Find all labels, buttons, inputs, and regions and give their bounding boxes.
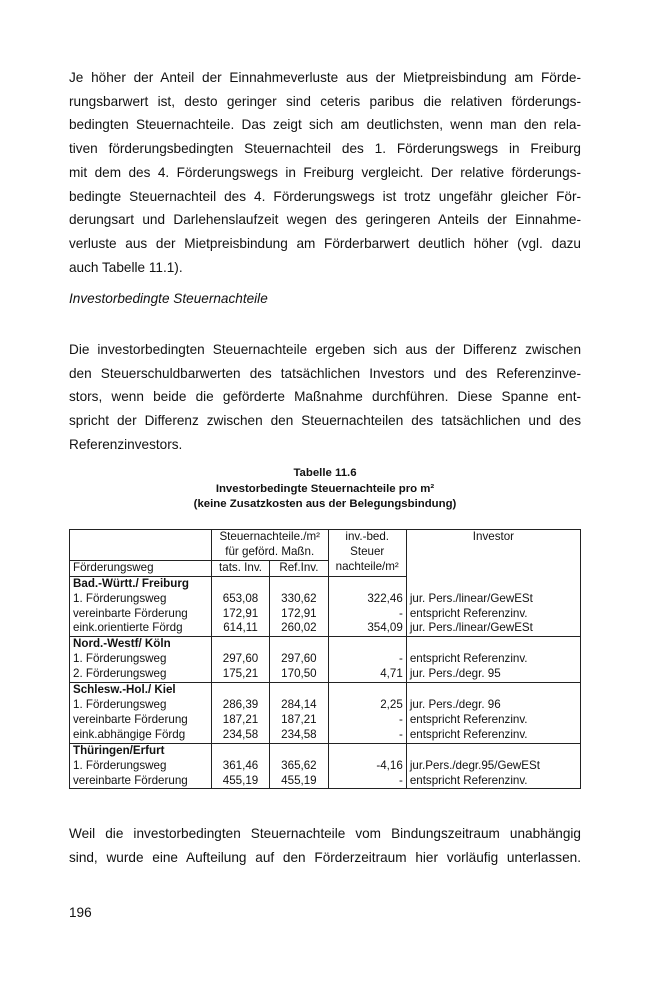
ref-inv-cell: 330,62	[270, 592, 328, 607]
text-line: mit dem des 4. Förderungswegs in Freiburg vergleicht. Der relative förderungs-	[69, 164, 581, 180]
text-line: stors, wenn beide die geförderte Maßnahme durchführen. Diese Spanne ent-	[69, 389, 581, 405]
text-line: sind, wurde eine Aufteilung auf den Förderzeitraum hier vorläufig unterlassen.	[69, 849, 581, 865]
group-spacer-cell	[406, 743, 580, 758]
group-name: Thüringen/Erfurt	[70, 743, 212, 758]
table-caption	[69, 466, 581, 513]
inv-bed-cell: -	[328, 774, 406, 789]
text-line: Je höher der Anteil der Einnahmeverluste aus der Mietpreisbindung am Förde-	[69, 70, 581, 85]
tats-inv-cell: 361,46	[211, 759, 269, 774]
inv-bed-cell: -	[328, 652, 406, 667]
investor-cell: entspricht Referenzinv.	[406, 713, 580, 728]
text-line: auch Tabelle 11.1).	[69, 259, 183, 275]
header-blank-2	[70, 545, 212, 560]
group-spacer-cell	[406, 637, 580, 652]
investor-cell: entspricht Referenzinv.	[406, 774, 580, 789]
group-spacer-cell	[328, 576, 406, 591]
header-ref-inv: Ref.Inv.	[270, 560, 328, 576]
group-spacer-cell	[270, 576, 328, 591]
inv-bed-cell: -	[328, 607, 406, 622]
text-line: derungsart und Darlehenslaufzeit wegen des geringeren Anteils der Einnahme-	[69, 212, 581, 228]
investor-cell: jur. Pers./linear/GewESt	[406, 592, 580, 607]
inv-bed-cell: 4,71	[328, 667, 406, 682]
tats-inv-cell: 286,39	[211, 698, 269, 713]
group-spacer-cell	[406, 683, 580, 698]
table-row	[70, 621, 581, 636]
table-group-row	[70, 576, 581, 591]
table-group-row	[70, 637, 581, 652]
table-row	[70, 713, 581, 728]
header-inv-1: inv.-bed.	[328, 530, 406, 545]
table-row	[70, 652, 581, 667]
foerderungsweg-cell: eink.orientierte Fördg	[70, 621, 212, 636]
group-spacer-cell	[211, 683, 269, 698]
group-spacer-cell	[406, 576, 580, 591]
section-heading: Investorbedingte Steuernachteile	[69, 291, 268, 306]
foerderungsweg-cell: 1. Förderungsweg	[70, 592, 212, 607]
group-spacer-cell	[211, 637, 269, 652]
ref-inv-cell: 365,62	[270, 759, 328, 774]
group-name: Nord.-Westf/ Köln	[70, 637, 212, 652]
tats-inv-cell: 187,21	[211, 713, 269, 728]
table-subtitle: (keine Zusatzkosten aus der Belegungsbindung)	[193, 498, 457, 511]
tats-inv-cell: 614,11	[211, 621, 269, 636]
table-row	[70, 667, 581, 682]
tats-inv-cell: 175,21	[211, 667, 269, 682]
inv-bed-cell: 354,09	[328, 621, 406, 636]
header-foerderungsweg: Förderungsweg	[70, 560, 212, 576]
tats-inv-cell: 455,19	[211, 774, 269, 789]
data-table	[69, 529, 581, 789]
text-line: bedingten Steuernachteile. Das zeigt sich am deutlichsten, wenn man den rela-	[69, 117, 581, 133]
group-spacer-cell	[211, 743, 269, 758]
group-spacer-cell	[211, 576, 269, 591]
inv-bed-cell: 2,25	[328, 698, 406, 713]
group-name: Schlesw.-Hol./ Kiel	[70, 683, 212, 698]
foerderungsweg-cell: eink.abhängige Fördg	[70, 728, 212, 743]
foerderungsweg-cell: 1. Förderungsweg	[70, 652, 212, 667]
text-line: Die investorbedingten Steuernachteile ergeben sich aus der Differenz zwischen	[69, 342, 581, 357]
foerderungsweg-cell: 2. Förderungsweg	[70, 667, 212, 682]
ref-inv-cell: 260,02	[270, 621, 328, 636]
text-line: spricht der Differenz zwischen den Steuernachteilen des tatsächlichen und des	[69, 413, 581, 429]
text-line: tiven förderungsbedingten Steuernachteil des 1. Förderungswegs in Freiburg	[69, 141, 581, 157]
foerderungsweg-cell: 1. Förderungsweg	[70, 698, 212, 713]
paragraph-3	[69, 822, 581, 869]
table-row	[70, 592, 581, 607]
foerderungsweg-cell: vereinbarte Förderung	[70, 774, 212, 789]
header-gefoerd: für geförd. Maßn.	[211, 545, 328, 560]
header-investor: Investor	[406, 530, 580, 577]
table-row	[70, 698, 581, 713]
group-name: Bad.-Württ./ Freiburg	[70, 576, 212, 591]
inv-bed-cell: -	[328, 728, 406, 743]
ref-inv-cell: 170,50	[270, 667, 328, 682]
tats-inv-cell: 234,58	[211, 728, 269, 743]
ref-inv-cell: 284,14	[270, 698, 328, 713]
investor-cell: jur.Pers./degr.95/GewESt	[406, 759, 580, 774]
ref-inv-cell: 187,21	[270, 713, 328, 728]
investor-cell: entspricht Referenzinv.	[406, 607, 580, 622]
inv-bed-cell: -	[328, 713, 406, 728]
foerderungsweg-cell: 1. Förderungsweg	[70, 759, 212, 774]
header-tats-inv: tats. Inv.	[211, 560, 269, 576]
header-blank	[70, 530, 212, 545]
inv-bed-cell: 322,46	[328, 592, 406, 607]
group-spacer-cell	[328, 683, 406, 698]
group-spacer-cell	[270, 683, 328, 698]
table-body	[70, 576, 581, 789]
table-group-row	[70, 683, 581, 698]
ref-inv-cell: 297,60	[270, 652, 328, 667]
text-line: rungsbarwert ist, desto geringer sind ceteris paribus die relativen förderungs-	[69, 93, 581, 109]
table-number: Tabelle 11.6	[293, 467, 357, 479]
header-steuernachteile: Steuernachteile./m²	[211, 530, 328, 545]
table-row	[70, 607, 581, 622]
page-number: 196	[69, 905, 92, 920]
ref-inv-cell: 172,91	[270, 607, 328, 622]
table-row	[70, 774, 581, 789]
table-title: Investorbedingte Steuernachteile pro m²	[215, 482, 435, 495]
table-group-row	[70, 743, 581, 758]
investor-cell: jur. Pers./degr. 95	[406, 667, 580, 682]
header-inv-3: nachteile/m²	[328, 560, 406, 576]
text-line: verluste aus der Mietpreisbindung am Förderbarwert deutlich höher (vgl. dazu	[69, 235, 581, 251]
investor-cell: entspricht Referenzinv.	[406, 728, 580, 743]
investor-cell: jur. Pers./degr. 96	[406, 698, 580, 713]
group-spacer-cell	[270, 637, 328, 652]
group-spacer-cell	[328, 637, 406, 652]
text-line: Referenzinvestors.	[69, 436, 183, 452]
paragraph-2	[69, 338, 581, 457]
paragraph-1	[69, 66, 581, 279]
investor-cell: entspricht Referenzinv.	[406, 652, 580, 667]
inv-bed-cell: -4,16	[328, 759, 406, 774]
group-spacer-cell	[270, 743, 328, 758]
foerderungsweg-cell: vereinbarte Förderung	[70, 607, 212, 622]
text-line: den Steuerschuldbarwerten des tatsächlichen Investors und des Referenzinve-	[69, 365, 581, 381]
ref-inv-cell: 234,58	[270, 728, 328, 743]
group-spacer-cell	[328, 743, 406, 758]
ref-inv-cell: 455,19	[270, 774, 328, 789]
investor-cell: jur. Pers./linear/GewESt	[406, 621, 580, 636]
table-row	[70, 759, 581, 774]
tats-inv-cell: 297,60	[211, 652, 269, 667]
foerderungsweg-cell: vereinbarte Förderung	[70, 713, 212, 728]
table-row	[70, 728, 581, 743]
header-inv-2: Steuer	[328, 545, 406, 560]
tats-inv-cell: 172,91	[211, 607, 269, 622]
text-line: Weil die investorbedingten Steuernachteile vom Bindungszeitraum unabhängig	[69, 826, 581, 841]
tats-inv-cell: 653,08	[211, 592, 269, 607]
text-line: bedingte Steuernachteil des 4. Förderungswegs ist trotz ungefähr gleicher För-	[69, 188, 581, 204]
